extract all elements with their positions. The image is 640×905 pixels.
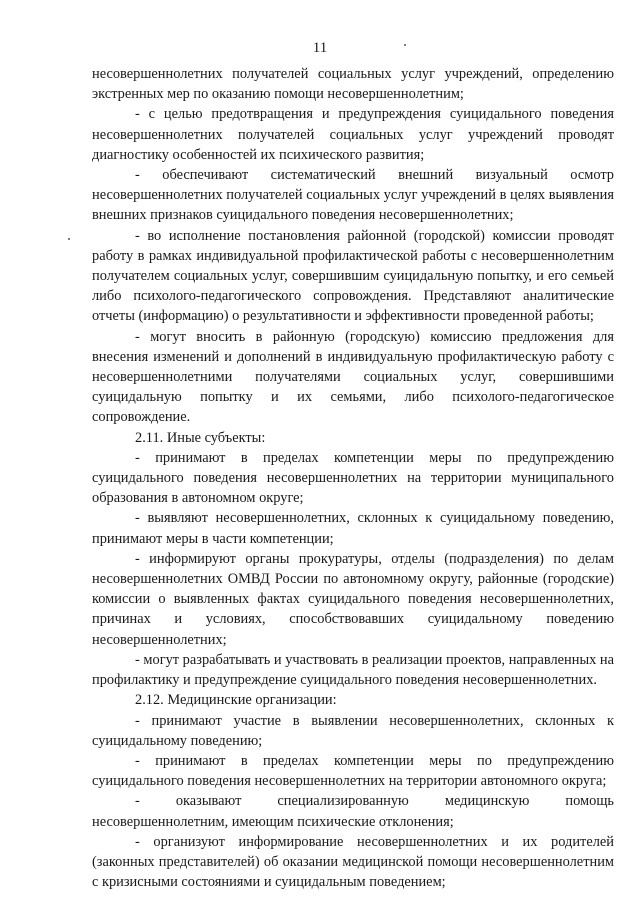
- section-heading: 2.12. Медицинские организации:: [135, 692, 337, 709]
- scan-speck: [68, 238, 70, 240]
- paragraph: - организуют информирование несовершеннолетних и их родителей (законных представителей) об оказании медицинской помощи несовершеннолетним с кризисными состояниями и суицидальным поведением;: [92, 833, 614, 891]
- paragraph: - во исполнение постановления районной (городской) комиссии проводят работу в рамках индивидуальной профилактической работы с несовершеннолетним получателем социальных услуг, совершившим суицидальную попытку, и его семьей либо психолого-педагогического сопровождения. Представляют аналитические отчеты (информацию) о результативности и эффективности проведенной работы;: [92, 227, 614, 325]
- section-heading: 2.11. Иные субъекты:: [135, 429, 266, 446]
- scan-speck: [404, 44, 406, 46]
- paragraph: несовершеннолетних получателей социальных услуг учреждений, определению экстренных мер по оказанию помощи несовершеннолетним;: [92, 66, 614, 103]
- page-number: 11: [312, 40, 328, 56]
- paragraph: - принимают участие в выявлении несовершеннолетних, склонных к суицидальному поведению;: [92, 712, 614, 749]
- paragraph: - выявляют несовершеннолетних, склонных к суицидальному поведению, принимают меры в части компетенции;: [92, 510, 614, 547]
- paragraph: - обеспечивают систематический внешний визуальный осмотр несовершеннолетних получателей социальных услуг учреждений в целях выявления внешних признаков суицидального поведения несовершеннолетних;: [92, 167, 614, 224]
- paragraph: - оказывают специализированную медицинскую помощь несовершеннолетним, имеющим психические отклонения;: [92, 793, 614, 830]
- paragraph: - могут вносить в районную (городскую) комиссию предложения для внесения изменений и дополнений в индивидуальную профилактическую работу с несовершеннолетними получателями социальных услуг, совершившими суицидальную попытку и их семьями, либо психолого-педагогическое сопровождение.: [92, 328, 614, 426]
- paragraph: - с целью предотвращения и предупреждения суицидального поведения несовершеннолетних получателей социальных услуг учреждений проводят диагностику особенностей их психического развития;: [92, 106, 614, 163]
- paragraph: - информируют органы прокуратуры, отделы (подразделения) по делам несовершеннолетних ОМВД России по автономному округу, районные (городские) комиссии о выявленных фактах суицидального поведения несовершеннолетних, причинах и условиях, способствовавших суицидальному поведению несовершеннолетних;: [92, 550, 614, 648]
- paragraph: - принимают в пределах компетенции меры по предупреждению суицидального поведения несовершеннолетних на территории автономного округа;: [92, 752, 614, 790]
- document-body: [92, 64, 614, 892]
- paragraph: - принимают в пределах компетенции меры по предупреждению суицидального поведения несовершеннолетних на территории муниципального образования в автономном округе;: [92, 449, 614, 507]
- paragraph: - могут разрабатывать и участвовать в реализации проектов, направленных на профилактику и предупреждение суицидального поведения несовершеннолетних.: [92, 651, 615, 689]
